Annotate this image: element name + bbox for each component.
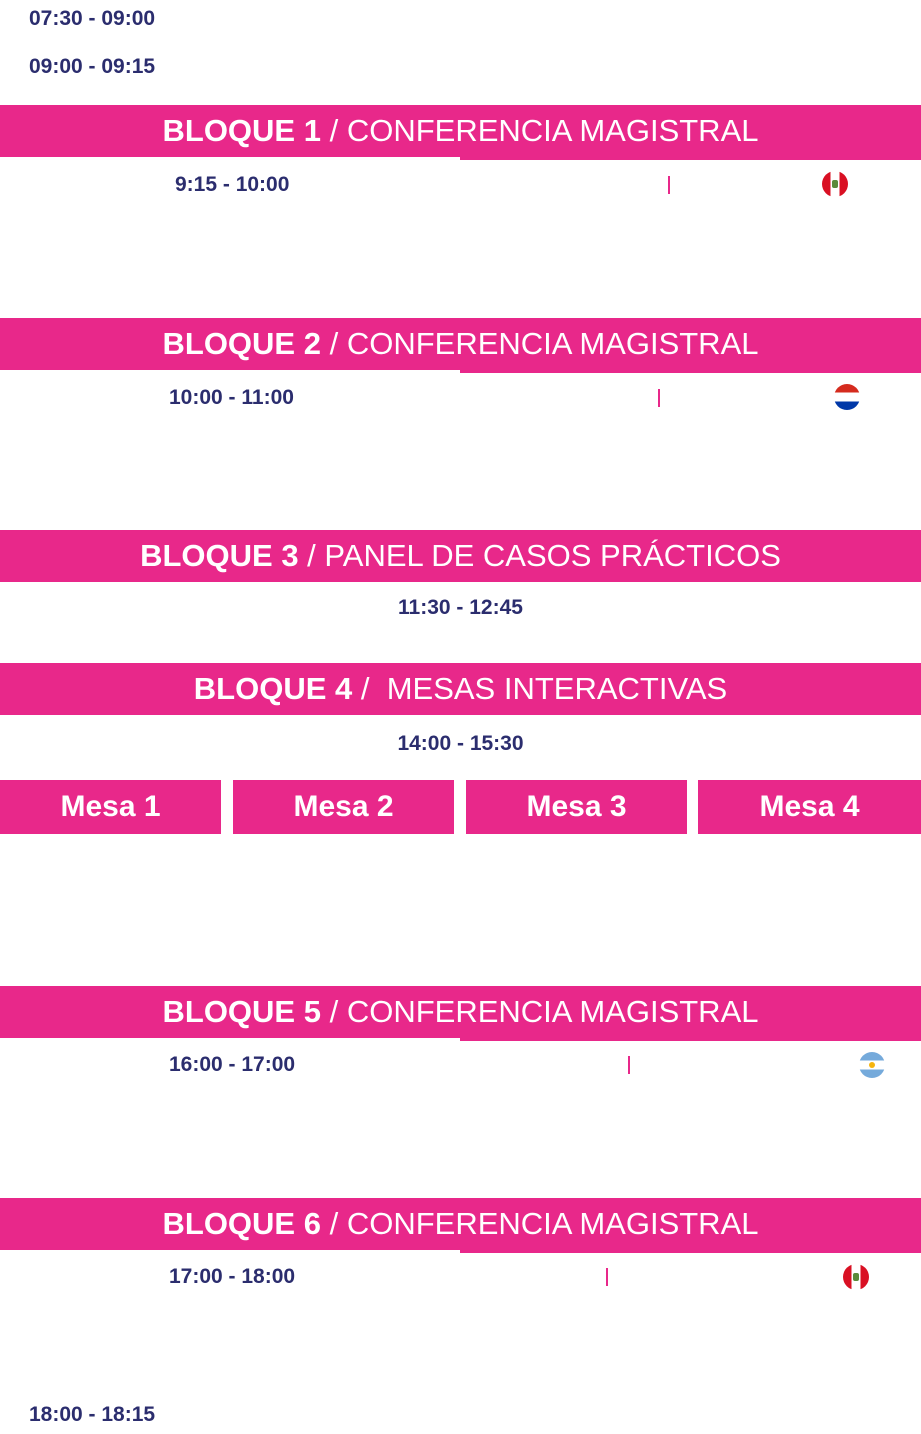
block-4-time: 14:00 - 15:30: [397, 732, 524, 755]
block-4-title: MESAS INTERACTIVAS: [386, 671, 728, 706]
peru-flag-icon: [843, 1264, 869, 1290]
time-closing: 18:00 - 18:15: [29, 1403, 156, 1426]
block-5-separator: /: [320, 994, 347, 1029]
block-1-time: 9:15 - 10:00: [175, 173, 290, 196]
block-5-label: BLOQUE 5: [162, 994, 321, 1029]
block-2-title: CONFERENCIA MAGISTRAL: [346, 326, 759, 361]
block-2-separator: /: [320, 326, 347, 361]
block-2-underline: [460, 370, 921, 373]
block-6-label: BLOQUE 6: [162, 1206, 321, 1241]
block-3-title: PANEL DE CASOS PRÁCTICOS: [324, 538, 781, 573]
block-1-separator: /: [320, 113, 347, 148]
paraguay-flag-icon: [834, 384, 860, 410]
block-6-underline: [460, 1250, 921, 1253]
block-4-separator: /: [352, 671, 387, 706]
time-welcome: 09:00 - 09:15: [29, 55, 156, 78]
time-registration: 07:30 - 09:00: [29, 7, 156, 30]
block-6-time: 17:00 - 18:00: [169, 1265, 296, 1288]
block-6-title: CONFERENCIA MAGISTRAL: [346, 1206, 759, 1241]
block-1-separator-bar: [668, 176, 670, 194]
block-2-time: 10:00 - 11:00: [169, 386, 294, 409]
block-3-separator: /: [298, 538, 325, 573]
block-6-header: [0, 1198, 921, 1250]
mesa-2-button[interactable]: Mesa 2: [233, 780, 454, 834]
block-2-header: [0, 318, 921, 370]
mesa-1-button[interactable]: Mesa 1: [0, 780, 221, 834]
block-2-separator-bar: [658, 389, 660, 407]
mesa-4-button[interactable]: Mesa 4: [698, 780, 921, 834]
block-5-separator-bar: [628, 1056, 630, 1074]
mesa-3-button[interactable]: Mesa 3: [466, 780, 687, 834]
block-3-header: [0, 530, 921, 582]
block-3-label: BLOQUE 3: [140, 538, 299, 573]
block-5-title: CONFERENCIA MAGISTRAL: [346, 994, 759, 1029]
block-2-label: BLOQUE 2: [162, 326, 321, 361]
block-1-title: CONFERENCIA MAGISTRAL: [346, 113, 759, 148]
block-4-label: BLOQUE 4: [193, 671, 353, 706]
block-4-header: [0, 663, 921, 715]
peru-flag-icon: [822, 171, 848, 197]
block-5-underline: [460, 1038, 921, 1041]
block-6-separator: /: [320, 1206, 347, 1241]
block-5-time: 16:00 - 17:00: [169, 1053, 296, 1076]
block-1-label: BLOQUE 1: [162, 113, 321, 148]
block-1-header: [0, 105, 921, 157]
block-1-underline: [460, 157, 921, 160]
block-6-separator-bar: [606, 1268, 608, 1286]
block-5-header: [0, 986, 921, 1038]
argentina-flag-icon: [859, 1052, 885, 1078]
block-3-time: 11:30 - 12:45: [398, 596, 523, 619]
